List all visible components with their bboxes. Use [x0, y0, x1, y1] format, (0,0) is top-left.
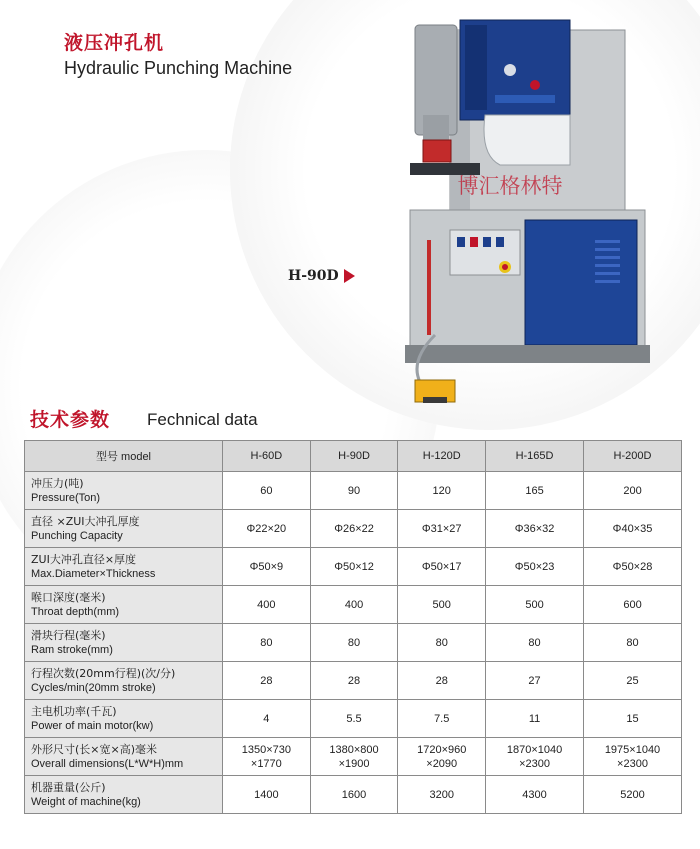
table-row [25, 586, 682, 624]
parameter-name [25, 776, 223, 814]
value-cell: 4 [223, 700, 311, 738]
parameter-name-en: Ram stroke(mm) [31, 643, 113, 656]
table-row [25, 662, 682, 700]
table-row [25, 738, 682, 776]
value-line: 1870×1040 [506, 743, 563, 756]
value-cell: 80 [310, 624, 398, 662]
value-line: ×2300 [617, 757, 648, 770]
value-cell: 400 [223, 586, 311, 624]
header-model: H-60D [223, 441, 311, 472]
parameter-name-en: Power of main motor(kw) [31, 719, 154, 732]
value-cell: Φ50×23 [486, 548, 584, 586]
header-model: H-165D [486, 441, 584, 472]
triangle-arrow-icon [344, 269, 355, 283]
parameter-name-cn: ZUI大冲孔直径×厚度 [31, 552, 137, 566]
value-cell: 90 [310, 472, 398, 510]
value-cell: 80 [486, 624, 584, 662]
parameter-name-en: Pressure(Ton) [31, 491, 101, 504]
value-cell: 200 [584, 472, 682, 510]
value-line: ×1770 [250, 757, 282, 770]
value-cell: 11 [486, 700, 584, 738]
table-row [25, 624, 682, 662]
value-line: 1975×1040 [604, 743, 661, 756]
parameter-name-cn: 直径 ×ZUI大冲孔厚度 [31, 514, 140, 528]
value-cell [486, 738, 584, 776]
value-cell: Φ31×27 [398, 510, 486, 548]
header-model: H-200D [584, 441, 682, 472]
parameter-name-cn: 外形尺寸(长×宽×高)毫米 [31, 742, 158, 756]
parameter-name [25, 548, 223, 586]
value-cell: 4300 [486, 776, 584, 814]
value-line: 1720×960 [417, 743, 467, 756]
value-cell: 600 [584, 586, 682, 624]
model-callout [288, 268, 355, 284]
parameter-name-cn: 机器重量(公斤) [31, 780, 106, 794]
parameter-name-en: Max.Diameter×Thickness [31, 567, 156, 580]
header-model-label: 型号 model [25, 441, 223, 472]
value-cell: 120 [398, 472, 486, 510]
value-cell: 400 [310, 586, 398, 624]
value-cell: 7.5 [398, 700, 486, 738]
value-cell: 80 [398, 624, 486, 662]
parameter-name [25, 624, 223, 662]
table-row [25, 548, 682, 586]
value-cell: 5.5 [310, 700, 398, 738]
value-cell: 500 [486, 586, 584, 624]
parameter-name [25, 700, 223, 738]
parameter-name-cn: 冲压力(吨) [31, 476, 84, 490]
value-cell: 15 [584, 700, 682, 738]
parameter-name-en: Cycles/min(20mm stroke) [31, 681, 156, 694]
parameter-name-cn: 主电机功率(千瓦) [31, 704, 117, 718]
value-cell: Φ36×32 [486, 510, 584, 548]
tech-title-chinese: 技术参数 [30, 409, 111, 431]
value-cell: 80 [584, 624, 682, 662]
header-model: H-120D [398, 441, 486, 472]
title-chinese: 液压冲孔机 [64, 32, 165, 54]
value-cell: 80 [223, 624, 311, 662]
value-cell: Φ50×28 [584, 548, 682, 586]
parameter-name-en: Punching Capacity [31, 529, 123, 542]
value-cell: 28 [223, 662, 311, 700]
spec-table [24, 440, 682, 814]
parameter-name [25, 586, 223, 624]
value-cell: Φ22×20 [223, 510, 311, 548]
spec-table-header [25, 441, 682, 472]
table-row [25, 776, 682, 814]
parameter-name-cn: 喉口深度(毫米) [31, 590, 106, 604]
parameter-name-cn: 滑块行程(毫米) [31, 628, 106, 642]
table-row [25, 472, 682, 510]
model-label: H-90D [288, 268, 339, 284]
value-cell: 165 [486, 472, 584, 510]
value-line: 1350×730 [241, 743, 291, 756]
value-cell: 60 [223, 472, 311, 510]
parameter-name [25, 510, 223, 548]
value-line: ×1900 [338, 757, 370, 770]
value-line: ×2090 [426, 757, 458, 770]
value-cell: 500 [398, 586, 486, 624]
parameter-name-en: Throat depth(mm) [31, 605, 120, 618]
value-cell [310, 738, 398, 776]
value-cell: 1600 [310, 776, 398, 814]
value-cell: 1400 [223, 776, 311, 814]
value-cell: 3200 [398, 776, 486, 814]
tech-title-english: Fechnical data [147, 410, 258, 429]
value-cell: Φ40×35 [584, 510, 682, 548]
value-cell: 28 [398, 662, 486, 700]
parameter-name [25, 738, 223, 776]
parameter-name-en: Weight of machine(kg) [31, 795, 141, 808]
value-cell [398, 738, 486, 776]
value-cell [223, 738, 311, 776]
value-cell: Φ26×22 [310, 510, 398, 548]
value-cell: Φ50×17 [398, 548, 486, 586]
parameter-name-en: Overall dimensions(L*W*H)mm [31, 757, 184, 770]
machine-photo [395, 5, 675, 425]
title-english: Hydraulic Punching Machine [64, 58, 293, 78]
value-cell: 28 [310, 662, 398, 700]
parameter-name [25, 472, 223, 510]
table-row [25, 510, 682, 548]
value-cell: 5200 [584, 776, 682, 814]
value-cell: Φ50×12 [310, 548, 398, 586]
header-model: H-90D [310, 441, 398, 472]
parameter-name [25, 662, 223, 700]
value-cell: 25 [584, 662, 682, 700]
value-cell: Φ50×9 [223, 548, 311, 586]
value-cell [584, 738, 682, 776]
watermark-text: 博汇格林特 [457, 174, 563, 198]
value-line: 1380×800 [329, 743, 379, 756]
parameter-name-cn: 行程次数(20mm行程)(次/分) [31, 666, 176, 680]
value-cell: 27 [486, 662, 584, 700]
value-line: ×2300 [519, 757, 550, 770]
table-row [25, 700, 682, 738]
